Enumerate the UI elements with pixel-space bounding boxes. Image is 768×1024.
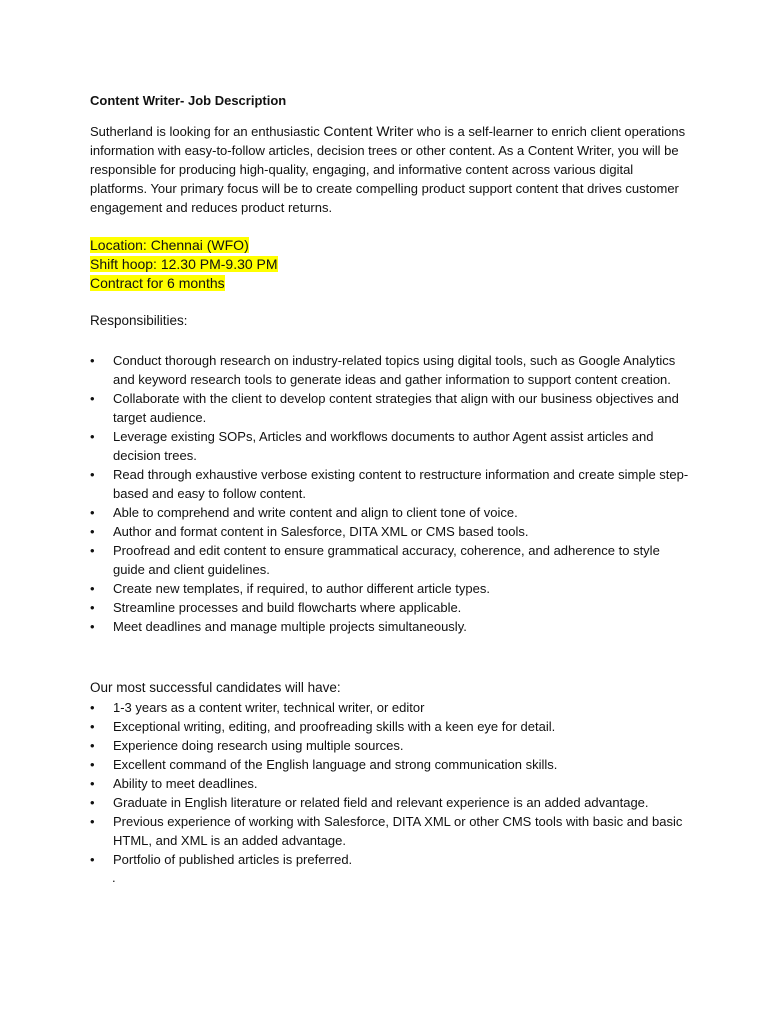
list-item: • Leverage existing SOPs, Articles and workflows documents to author Agent assist articles and decision trees.: [90, 427, 690, 465]
list-item: • Portfolio of published articles is preferred.: [90, 850, 690, 869]
candidates-list: [90, 698, 690, 869]
highlighted-details: [90, 236, 278, 293]
list-item: • Proofread and edit content to ensure grammatical accuracy, coherence, and adherence to style guide and client guidelines.: [90, 541, 690, 579]
intro-emphasis: Content Writer: [323, 123, 414, 139]
highlight-shift: Shift hoop: 12.30 PM-9.30 PM: [90, 256, 278, 272]
document-title: Content Writer- Job Description: [90, 93, 287, 108]
list-item: • Collaborate with the client to develop content strategies that align with our business objectives and target audience.: [90, 389, 690, 427]
list-item: • Able to comprehend and write content and align to client tone of voice.: [90, 503, 690, 522]
list-item: • Ability to meet deadlines.: [90, 774, 690, 793]
list-item: • Read through exhaustive verbose existing content to restructure information and create simple step-based and easy to follow content.: [90, 465, 690, 503]
intro-text-after: who is a self-learner to enrich client operations information with easy-to-follow articles, decision trees or other content. As a Content Writer, you will be responsible for producing high-quality, engaging, and informative content across various digital platforms. Your primary focus will be to create compelling product support content that drives customer engagement and reduces product returns.: [90, 124, 686, 215]
list-item: • Author and format content in Salesforce, DITA XML or CMS based tools.: [90, 522, 690, 541]
list-item: • Streamline processes and build flowcharts where applicable.: [90, 598, 690, 617]
trailing-mark: .: [112, 870, 116, 885]
list-item: • Exceptional writing, editing, and proofreading skills with a keen eye for detail.: [90, 717, 690, 736]
list-item: • Create new templates, if required, to author different article types.: [90, 579, 690, 598]
intro-paragraph: [90, 122, 690, 217]
responsibilities-heading: Responsibilities:: [90, 313, 188, 328]
list-item: • Meet deadlines and manage multiple projects simultaneously.: [90, 617, 690, 636]
list-item: • Graduate in English literature or related field and relevant experience is an added advantage.: [90, 793, 690, 812]
highlight-contract: Contract for 6 months: [90, 275, 225, 291]
candidates-heading: Our most successful candidates will have:: [90, 680, 341, 695]
list-item: • Previous experience of working with Salesforce, DITA XML or other CMS tools with basic and basic HTML, and XML is an added advantage.: [90, 812, 690, 850]
list-item: • Conduct thorough research on industry-related topics using digital tools, such as Google Analytics and keyword research tools to generate ideas and gather information to support content creation.: [90, 351, 690, 389]
list-item: • 1-3 years as a content writer, technical writer, or editor: [90, 698, 690, 717]
highlight-location: Location: Chennai (WFO): [90, 237, 249, 253]
intro-text-before: Sutherland is looking for an enthusiastic: [90, 124, 324, 139]
list-item: • Excellent command of the English language and strong communication skills.: [90, 755, 690, 774]
list-item: • Experience doing research using multiple sources.: [90, 736, 690, 755]
responsibilities-list: [90, 351, 690, 636]
